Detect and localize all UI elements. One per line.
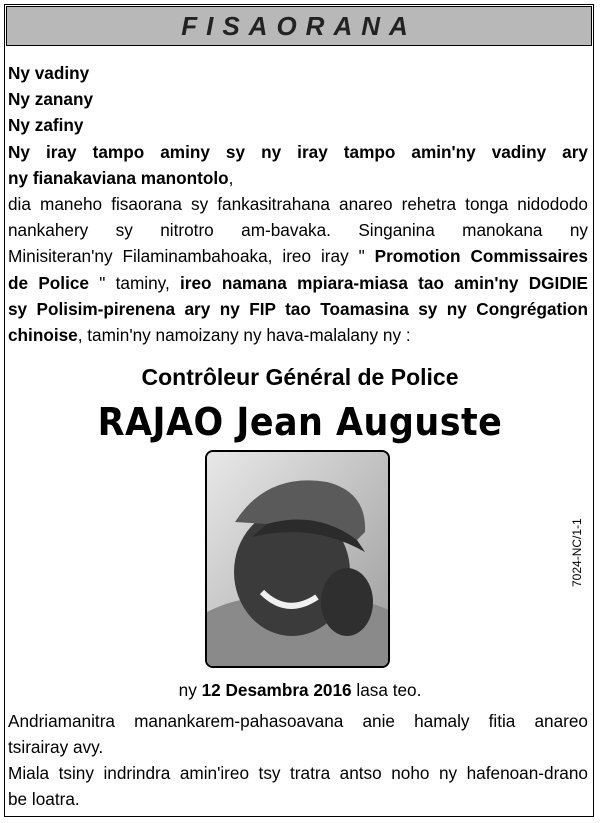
family-label: ny fianakaviana manontolo [8,168,229,188]
date-line [0,680,600,701]
taminy-text: " taminy, [88,273,181,293]
intro-line-grandchildren: Ny zafiny [8,115,84,135]
body-line-1: dia maneho fisaorana sy fankasitrahana anareo rehetra tonga nidododo [8,194,588,214]
closing-line-1: Andriamanitra manankarem-pahasoavana anie hamaly fitia anareo [8,711,588,731]
date-suffix: lasa teo. [351,680,422,700]
death-date: 12 Desambra 2016 [201,680,352,700]
body-line-2: nankahery sy nitrotro am-bavaka. Singanina manokana ny [8,220,588,240]
body-line-6 [8,322,588,348]
chinoise-text: chinoise [8,325,78,345]
body-line-5: sy Polisim-pirenena ary ny FIP tao Toamasina sy ny Congrégation [8,299,588,319]
deceased-portrait [205,450,390,668]
intro-line-siblings: Ny iray tampo aminy sy ny iray tampo amin'ny vadiny ary [8,142,588,162]
date-prefix: ny [178,680,202,700]
deceased-rank: Contrôleur Général de Police [141,364,459,390]
deceased-name: RAJAO Jean Auguste [97,400,503,444]
intro-line-family [8,165,588,191]
promotion-text: Promotion Commissaires [374,246,588,266]
body-line-4 [8,270,588,296]
closing-line-4: be loatra. [8,789,80,809]
colleagues-text: ireo namana mpiara-miasa tao amin'ny DGIDIE [180,273,588,293]
police-text: de Police [8,273,89,293]
ministry-text: Minisiteran'ny Filaminambahoaka, ireo iray " [8,246,375,266]
notice-title: FISAORANA [181,10,417,41]
body-line-3 [8,243,588,269]
header-banner [6,6,592,46]
portrait-image [207,452,390,668]
intro-line-children: Ny zanany [8,89,94,109]
family-comma: , [228,168,234,188]
closing-line-2: tsirairay avy. [8,737,104,757]
reference-code: 7024-NC/1-1 [570,518,584,588]
intro-line-spouse: Ny vadiny [8,63,90,83]
closing-line-3: Miala tsiny indrindra amin'ireo tsy tratra antso noho ny hafenoan-drano [8,763,588,783]
namoizany-text: , tamin'ny namoizany ny hava-malalany ny : [77,325,411,345]
